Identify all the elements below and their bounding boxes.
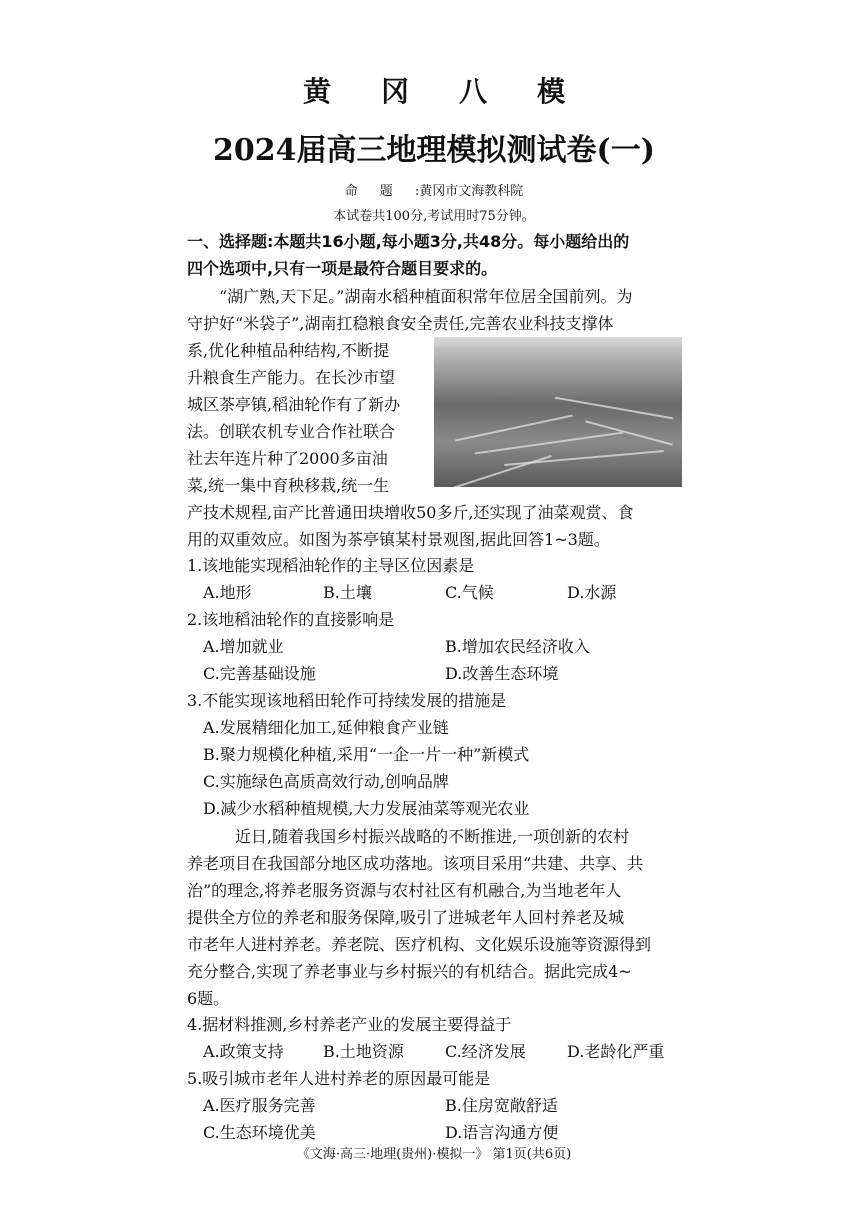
- photo-field-line: [455, 415, 573, 442]
- photo-field-line: [585, 420, 672, 445]
- passage1-line: 产技术规程,亩产比普通田块增收50多斤,还实现了油菜观赏、食: [187, 503, 634, 522]
- option: D.水源: [567, 583, 617, 602]
- question-stem: 5.吸引城市老年人进村养老的原因最可能是: [187, 1069, 491, 1088]
- option: A.医疗服务完善: [203, 1096, 316, 1115]
- option: A.政策支持: [203, 1042, 284, 1061]
- option: B.住房宽敞舒适: [445, 1096, 558, 1115]
- option: A.发展精细化加工,延伸粮食产业链: [203, 718, 449, 737]
- option: A.增加就业: [203, 637, 284, 656]
- option: D.语言沟通方便: [445, 1123, 559, 1142]
- passage1-line: 用的双重效应。如图为茶亭镇某村景观图,据此回答1~3题。: [187, 530, 610, 549]
- passage1-line: 守护好“米袋子”,湖南扛稳粮食安全责任,完善农业科技支撑体: [187, 314, 614, 333]
- passage2-line: 市老年人进村养老。养老院、医疗机构、文化娱乐设施等资源得到: [187, 935, 652, 954]
- option: D.老龄化严重: [567, 1042, 665, 1061]
- section-heading-line1: 一、选择题:本题共16小题,每小题3分,共48分。每小题给出的: [187, 232, 630, 251]
- passage2-line: 养老项目在我国部分地区成功落地。该项目采用“共建、共享、共: [187, 854, 644, 873]
- passage1-line: 社去年连片种了2000多亩油: [187, 449, 388, 468]
- passage2-line: 充分整合,实现了养老事业与乡村振兴的有机结合。据此完成4~: [187, 962, 632, 981]
- exam-note: 本试卷共100分,考试用时75分钟。: [333, 209, 535, 224]
- option: C.实施绿色高质高效行动,创响品牌: [203, 772, 449, 791]
- option: D.减少水稻种植规模,大力发展油菜等观光农业: [203, 799, 530, 818]
- page-title: 2024届高三地理模拟测试卷(一): [213, 133, 655, 168]
- option: D.改善生态环境: [445, 664, 559, 683]
- option: C.气候: [445, 583, 494, 602]
- option: B.土地资源: [323, 1042, 404, 1061]
- page-footer: 《文海·高三·地理(贵州)·模拟一》 第1页(共6页): [296, 1147, 572, 1162]
- photo-hills: [434, 347, 682, 397]
- question-stem: 2.该地稻油轮作的直接影响是: [187, 610, 395, 629]
- passage2-line: 近日,随着我国乡村振兴战略的不断推进,一项创新的农村: [235, 827, 630, 846]
- passage1-line: 法。创联农机专业合作社联合: [187, 422, 396, 441]
- photo-field-line: [475, 432, 624, 455]
- passage2-line: 提供全方位的养老和服务保障,吸引了进城老年人回村养老及城: [187, 908, 625, 927]
- option: B.土壤: [323, 583, 372, 602]
- author-label: 命题: [344, 184, 415, 199]
- passage2-line: 治”的理念,将养老服务资源与农村社区有机融合,为当地老年人: [187, 881, 622, 900]
- section-heading-line2: 四个选项中,只有一项是最符合题目要求的。: [187, 259, 498, 278]
- passage1-line: “湖广熟,天下足。”湖南水稻种植面积常年位居全国前列。为: [219, 287, 633, 306]
- option: B.聚力规模化种植,采用“一企一片一种”新模式: [203, 745, 530, 764]
- photo-field-line: [446, 455, 551, 487]
- question-stem: 3.不能实现该地稻田轮作可持续发展的措施是: [187, 691, 507, 710]
- question-stem: 1.该地能实现稻油轮作的主导区位因素是: [187, 556, 475, 575]
- option: C.完善基础设施: [203, 664, 316, 683]
- passage2-line: 6题。: [187, 989, 230, 1008]
- passage1-line: 系,优化种植品种结构,不断提: [187, 341, 390, 360]
- option: B.增加农民经济收入: [445, 637, 590, 656]
- question-stem: 4.据材料推测,乡村养老产业的发展主要得益于: [187, 1015, 512, 1034]
- passage1-line: 升粮食生产能力。在长沙市望: [187, 368, 396, 387]
- village-landscape-photo: [434, 337, 682, 487]
- passage1-line: 城区茶亭镇,稻油轮作有了新办: [187, 395, 401, 414]
- option: A.地形: [203, 583, 252, 602]
- school-heading: 黄冈八模: [302, 75, 615, 108]
- passage1-line: 菜,统一集中育秧移栽,统一生: [187, 476, 390, 495]
- option: C.生态环境优美: [203, 1123, 316, 1142]
- author-line: [0, 180, 868, 199]
- option: C.经济发展: [445, 1042, 526, 1061]
- author-value: :黄冈市文海教科院: [414, 184, 524, 199]
